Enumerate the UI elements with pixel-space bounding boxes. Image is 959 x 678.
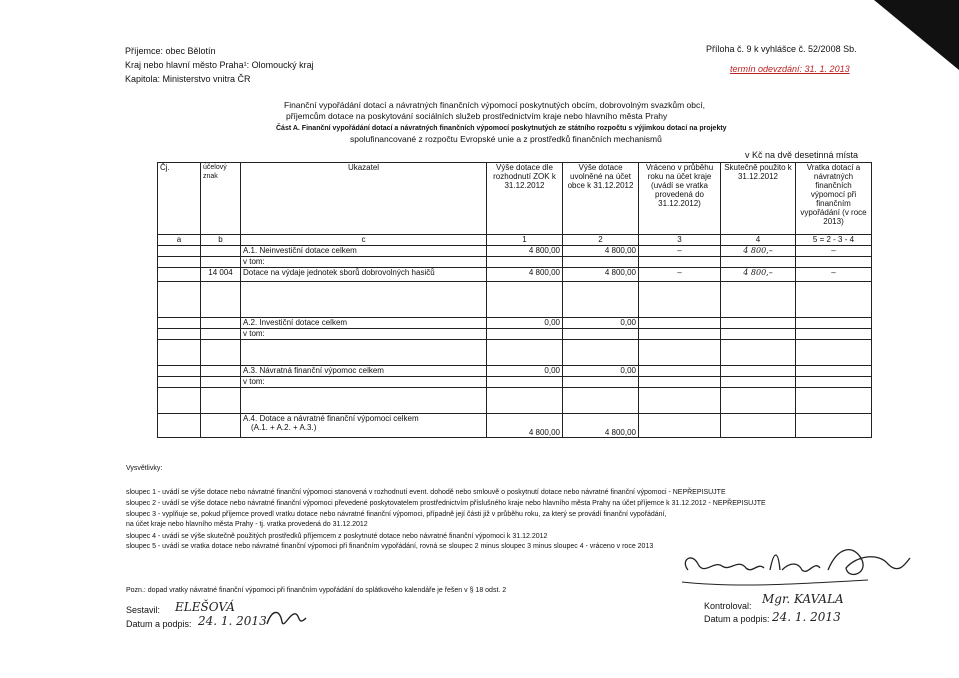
control-date-value: 24. 1. 2013 [772, 610, 841, 624]
idx-a: a [158, 235, 201, 246]
row-a3 [158, 366, 872, 377]
idx-2: 2 [563, 235, 639, 246]
control-signature [678, 540, 918, 598]
a3-label: A.3. Návratná finanční výpomoc celkem [241, 366, 487, 377]
idx-c: c [241, 235, 487, 246]
row-a2 [158, 318, 872, 329]
hdr-col2: Výše dotace uvolněné na účet obce k 31.12.2012 [563, 163, 639, 235]
date-label: Datum a podpis: [126, 619, 192, 629]
footer-note: Pozn.: dopad vratky návratné finanční výpomoci při finančním vypořádání do splátkového kalendáře je řešen v § 18 odst. 2 [126, 587, 507, 594]
idx-b: b [201, 235, 241, 246]
date-value: 24. 1. 2013 [198, 614, 267, 628]
idx-4: 4 [721, 235, 796, 246]
row-a1 [158, 246, 872, 257]
hdr-col1: Výše dotace dle rozhodnutí ZOK k 31.12.2012 [487, 163, 563, 235]
a1-v5: – [796, 246, 872, 257]
a4-v2: 4 800,00 [563, 414, 639, 438]
a2-v1: 0,00 [487, 318, 563, 329]
a3-vtom: v tom: [241, 377, 487, 388]
note-s5: sloupec 5 - uvádí se vratka dotace nebo návratné finanční výpomoci při finančním vypořádání, rovná se sloupec 2 minus sloupec 3 minus sloupec 4 - vráceno v roce 2013 [126, 543, 654, 550]
row-14004-v3: – [639, 268, 721, 282]
a3-v1: 0,00 [487, 366, 563, 377]
row-a1-vtom [158, 257, 872, 268]
settlement-table [157, 162, 872, 438]
hdr-ucel: účelový znak [201, 163, 241, 235]
note-s1: sloupec 1 - uvádí se výše dotace nebo návratné finanční výpomoci stanovená v rozhodnutí event. dohodě nebo smlouvě o poskytnutí dotace nebo návratné finanční výpomoci - NEPŘEPISUJTE [126, 489, 726, 496]
region: Kraj nebo hlavní město Praha¹: Olomoucký kraj [125, 60, 314, 70]
attachment-ref: Příloha č. 9 k vyhlášce č. 52/2008 Sb. [706, 44, 857, 54]
recipient: Příjemce: obec Bělotín [125, 46, 216, 56]
a3-v2: 0,00 [563, 366, 639, 377]
row-14004-v5: – [796, 268, 872, 282]
a1-v1: 4 800,00 [487, 246, 563, 257]
control-label: Kontroloval: [704, 601, 752, 611]
a2-vtom: v tom: [241, 329, 487, 340]
row-spacer-3 [158, 388, 872, 414]
note-s3b: na účet kraje nebo hlavního města Prahy - tj. vratka provedená do 31.12.2012 [126, 521, 368, 528]
title-line1: Finanční vypořádání dotací a návratných finančních výpomocí poskytnutých obcím, dobrovolným svazkům obcí, [284, 100, 705, 110]
a4-v1: 4 800,00 [487, 414, 563, 438]
row-14004-v1: 4 800,00 [487, 268, 563, 282]
a2-v2: 0,00 [563, 318, 639, 329]
row-a2-vtom [158, 329, 872, 340]
row-14004-code: 14 004 [201, 268, 241, 282]
a4-label [241, 414, 487, 438]
idx-1: 1 [487, 235, 563, 246]
control-date-label: Datum a podpis: [704, 614, 770, 624]
table-header-row [158, 163, 872, 235]
note-s2: sloupec 2 - uvádí se výše dotace nebo návratné finanční výpomoci převedené poskytovatelem prostřednictvím příslušného kraje nebo hlavního města Prahy na účet příjemce k 31.12.2012 - NEPŘEPISUJTE [126, 500, 766, 507]
hdr-col4: Skutečně použito k 31.12.2012 [721, 163, 796, 235]
units-note: v Kč na dvě desetinná místa [745, 150, 859, 160]
row-spacer-1 [158, 282, 872, 318]
compiled-label: Sestavil: [126, 605, 161, 615]
hdr-ukazatel: Ukazatel [241, 163, 487, 235]
compiled-name: ELEŠOVÁ [175, 600, 235, 614]
row-14004-v2: 4 800,00 [563, 268, 639, 282]
a4-label-line2: (A.1. + A.2. + A.3.) [251, 423, 317, 432]
scan-corner-shadow [874, 0, 959, 70]
a1-v3: – [639, 246, 721, 257]
compiled-signature [262, 604, 312, 634]
idx-3: 3 [639, 235, 721, 246]
hdr-col3: Vráceno v průběhu roku na účet kraje (uvádí se vratka provedená do 31.12.2012) [639, 163, 721, 235]
row-a3-vtom [158, 377, 872, 388]
a1-v4: 4 800,– [721, 246, 796, 257]
row-spacer-2 [158, 340, 872, 366]
row-a4 [158, 414, 872, 438]
hdr-col5: Vratka dotací a návratných finančních výpomocí při finančním vypořádání (v roce 2013) [796, 163, 872, 235]
title-line3: Část A. Finanční vypořádání dotací a návratných finančních výpomocí poskytnutých ze státního rozpočtu s výjimkou dotací na projekty [276, 125, 727, 132]
title-line4: spolufinancované z rozpočtu Evropské unie a z prostředků finančních mechanismů [350, 134, 662, 144]
a1-label: A.1. Neinvestiční dotace celkem [241, 246, 487, 257]
chapter: Kapitola: Ministerstvo vnitra ČR [125, 74, 251, 84]
row-14004-label: Dotace na výdaje jednotek sborů dobrovolných hasičů [241, 268, 487, 282]
title-line2: příjemcům dotace na poskytování sociálních služeb prostřednictvím kraje nebo hlavního města Prahy [286, 111, 668, 121]
idx-5: 5 = 2 - 3 - 4 [796, 235, 872, 246]
row-14004-v4: 4 800,– [721, 268, 796, 282]
note-s3a: sloupec 3 - vyplňuje se, pokud příjemce provedl vratku dotace nebo návratné finanční výpomoci, případně její části již v průběhu roku, za který se provádí finanční vypořádání, [126, 511, 667, 518]
notes-title: Vysvětlivky: [126, 465, 163, 472]
hdr-cj: Čj. [158, 163, 201, 235]
row-14004 [158, 268, 872, 282]
a1-vtom: v tom: [241, 257, 487, 268]
a1-v2: 4 800,00 [563, 246, 639, 257]
control-name: Mgr. KAVALA [762, 592, 844, 606]
a4-label-line1: A.4. Dotace a návratné finanční výpomoci celkem [243, 414, 419, 423]
index-row [158, 235, 872, 246]
a2-label: A.2. Investiční dotace celkem [241, 318, 487, 329]
note-s4: sloupec 4 - uvádí se výše skutečně použitých prostředků příjemcem z poskytnuté dotace nebo návratné finanční výpomoci k 31.12.2012 [126, 533, 548, 540]
deadline: termín odevzdání: 31. 1. 2013 [730, 64, 850, 74]
